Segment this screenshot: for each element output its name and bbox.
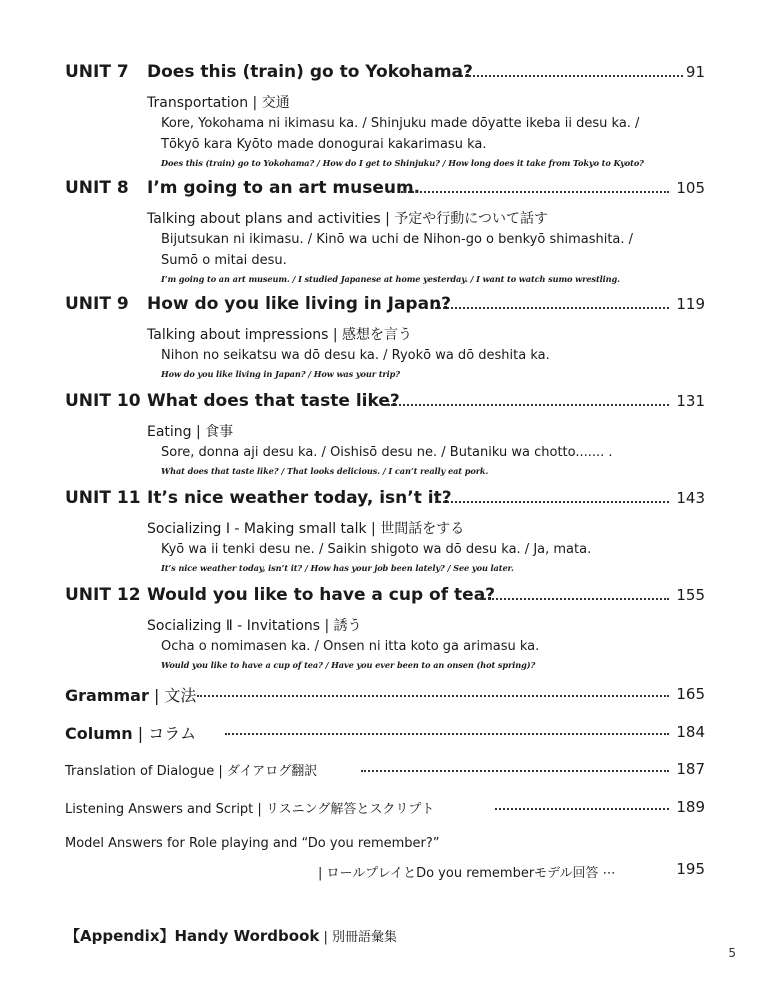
section-label: Model Answers for Role playing and “Do you remember?”	[65, 836, 440, 851]
unit-number: UNIT 12	[65, 585, 141, 605]
phrase-line: Ocha o nomimasen ka. / Onsen ni itta koto ga arimasu ka.	[161, 639, 540, 654]
page-number: 189	[676, 798, 705, 816]
unit-number: UNIT 8	[65, 178, 129, 198]
phrase-line: Nihon no seikatsu wa dō desu ka. / Ryokō wa dō deshita ka.	[161, 348, 550, 363]
phrase-line: Bijutsukan ni ikimasu. / Kinō wa uchi de Nihon-go o benkyō shimashita. /	[161, 232, 634, 247]
unit-title: How do you like living in Japan?	[147, 294, 452, 314]
unit-8-entry	[65, 178, 705, 284]
section-title: 【Appendix】Handy Wordbook	[65, 927, 320, 945]
page-number: 105	[676, 179, 705, 197]
page-number: 143	[676, 489, 705, 507]
dot-leader	[401, 191, 669, 193]
english-translation: I’m going to an art museum. / I studied Japanese at home yesterday. / I want to watch sumo wrestling.	[161, 274, 620, 284]
dialogue-translation-entry	[65, 758, 705, 780]
unit-topic: Socializing Ⅰ - Making small talk | 世間話をする	[147, 521, 465, 537]
phrase-line: Kyō wa ii tenki desu ne. / Saikin shigoto wa dō desu ka. / Ja, mata.	[161, 542, 592, 557]
unit-9-entry	[65, 294, 705, 379]
unit-topic: Transportation | 交通	[147, 95, 290, 111]
dot-leader	[225, 733, 669, 735]
section-title: Grammar	[65, 686, 149, 705]
english-translation: What does that taste like? / That looks delicious. / I can’t really eat pork.	[161, 466, 489, 476]
column-entry	[65, 721, 705, 743]
page-number: 195	[676, 860, 705, 878]
dot-leader	[495, 808, 669, 810]
phrase-line: Sore, donna aji desu ka. / Oishisō desu ne. / Butaniku wa chotto....... .	[161, 445, 613, 460]
english-translation: It’s nice weather today, isn’t it? / How has your job been lately? / See you later.	[161, 563, 514, 573]
section-label: Listening Answers and Script | リスニング解答とスクリプト	[65, 802, 435, 817]
dot-leader	[435, 307, 669, 309]
dot-leader	[197, 695, 669, 697]
unit-number: UNIT 7	[65, 62, 129, 82]
unit-topic: Socializing Ⅱ - Invitations | 誘う	[147, 618, 362, 634]
section-label	[65, 683, 196, 706]
unit-12-entry	[65, 585, 705, 670]
unit-topic: Talking about plans and activities | 予定や行動について話す	[147, 211, 548, 227]
page-number: 187	[676, 760, 705, 778]
section-title: Column	[65, 724, 133, 743]
page-footer-number: 5	[728, 946, 736, 960]
unit-topic: Talking about impressions | 感想を言う	[147, 327, 413, 343]
grammar-entry	[65, 683, 705, 705]
unit-7-entry	[65, 62, 705, 168]
page-number: 184	[676, 723, 705, 741]
phrase-line: Kore, Yokohama ni ikimasu ka. / Shinjuku made dōyatte ikeba ii desu ka. /	[161, 116, 640, 131]
unit-number: UNIT 11	[65, 488, 141, 508]
english-translation: Does this (train) go to Yokohama? / How do I get to Shinjuku? / How long does it take from Tokyo to Kyoto?	[161, 158, 644, 168]
unit-title: I’m going to an art museum.	[147, 178, 421, 198]
appendix-entry	[65, 925, 705, 947]
page-number: 165	[676, 685, 705, 703]
section-title-jp: | 別冊語彙集	[319, 930, 398, 945]
listening-answers-entry	[65, 796, 705, 818]
unit-title: What does that taste like?	[147, 391, 400, 411]
unit-10-entry	[65, 391, 705, 476]
dot-leader	[448, 75, 683, 77]
unit-11-entry	[65, 488, 705, 573]
model-answers-entry	[65, 834, 705, 884]
dot-leader	[477, 598, 669, 600]
section-title-jp: | 文法	[148, 686, 197, 705]
english-translation: How do you like living in Japan? / How was your trip?	[161, 369, 400, 379]
page-number: 119	[676, 295, 705, 313]
unit-number: UNIT 9	[65, 294, 129, 314]
page-number: 131	[676, 392, 705, 410]
section-label: Translation of Dialogue | ダイアログ翻訳	[65, 764, 318, 779]
section-label	[65, 721, 196, 744]
section-label	[65, 925, 397, 946]
phrase-line: Sumō o mitai desu.	[161, 253, 287, 268]
section-title-jp: | コラム	[132, 724, 197, 743]
dot-leader	[435, 501, 669, 503]
dot-leader	[361, 770, 669, 772]
dot-leader	[388, 404, 669, 406]
page-number: 155	[676, 586, 705, 604]
unit-title: Would you like to have a cup of tea?	[147, 585, 496, 605]
unit-title: Does this (train) go to Yokohama?	[147, 62, 473, 82]
page-number: 91	[685, 63, 705, 81]
unit-title: It’s nice weather today, isn’t it?	[147, 488, 452, 508]
phrase-line: Tōkyō kara Kyōto made donogurai kakarimasu ka.	[161, 137, 487, 152]
unit-topic: Eating | 食事	[147, 424, 234, 440]
section-label-jp: | ロールプレイとDo you rememberモデル回答 ⋯	[318, 866, 616, 881]
unit-number: UNIT 10	[65, 391, 141, 411]
english-translation: Would you like to have a cup of tea? / Have you ever been to an onsen (hot spring)?	[161, 660, 536, 670]
